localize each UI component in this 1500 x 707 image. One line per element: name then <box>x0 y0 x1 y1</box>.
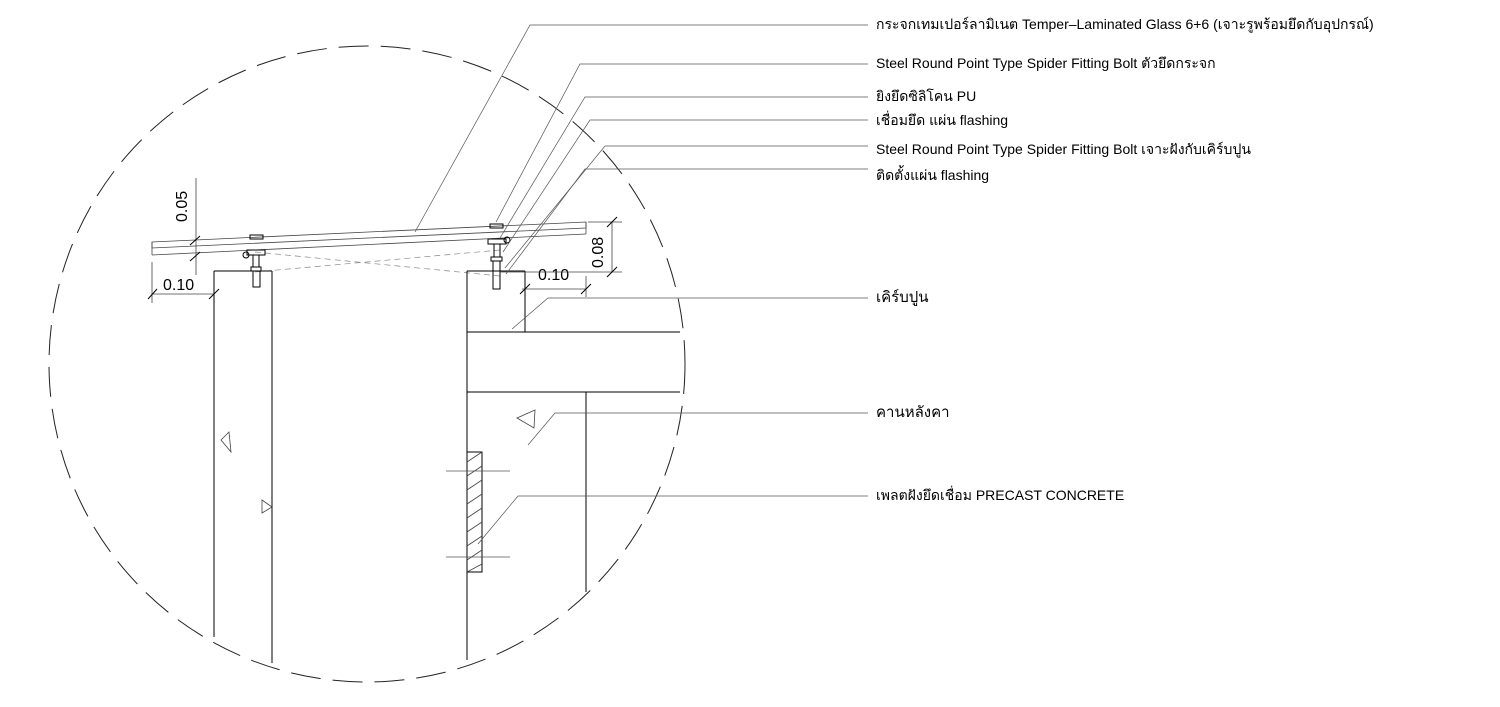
dim-glass-thickness-text: 0.05 <box>174 190 191 222</box>
embed-plate <box>446 452 510 572</box>
dimension-right-offset <box>520 267 591 297</box>
label-install-flashing: ติดตั้งแผ่น flashing <box>876 167 990 183</box>
dimension-glass-thickness <box>174 178 200 275</box>
label-embed-plate: เพลตฝังยึดเชื่อม PRECAST CONCRETE <box>876 487 1125 503</box>
label-spider-bolt: Steel Round Point Type Spider Fitting Bolt ตัวยึดกระจก <box>876 55 1216 71</box>
dim-glass-height-text: 0.08 <box>590 236 607 268</box>
label-curb: เคิร์บปูน <box>876 289 929 306</box>
label-glass: กระจกเทมเปอร์ลามิเนต Temper–Laminated Glass 6+6 (เจาะรูพร้อมยึดกับอุปกรณ์) <box>876 16 1374 32</box>
left-wall <box>214 271 272 663</box>
label-weld-flashing: เชื่อมยึด แผ่น flashing <box>876 112 1009 128</box>
curb-and-beam <box>467 271 680 660</box>
dim-right-offset-text: 0.10 <box>538 267 570 284</box>
dimension-left-offset <box>148 262 219 303</box>
leader-lines <box>415 25 868 544</box>
label-eave-beam: คานหลังคา <box>876 404 950 421</box>
dim-left-offset-text: 0.10 <box>163 277 195 294</box>
detail-boundary-circle <box>49 46 685 682</box>
callouts <box>876 16 1374 503</box>
label-silicone: ยิงยึดซิลิโคน PU <box>876 88 977 104</box>
label-spider-bolt-curb: Steel Round Point Type Spider Fitting Bolt เจาะฝังกับเคิร์บปูน <box>876 141 1251 157</box>
right-spider-fitting <box>488 224 510 289</box>
